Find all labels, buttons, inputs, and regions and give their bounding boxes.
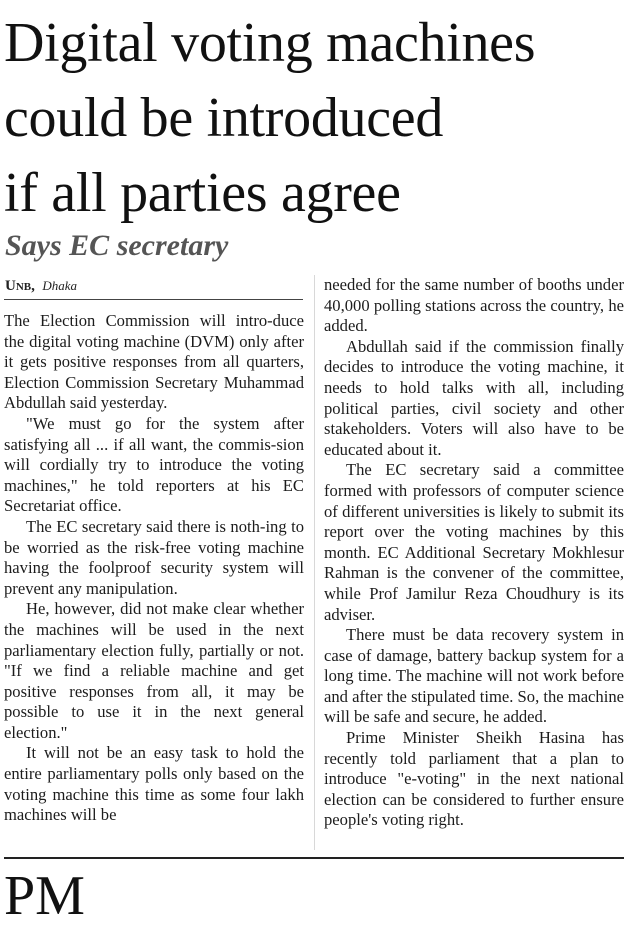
byline-agency: Unb, [5,278,35,294]
next-article-headline-fragment: PM [4,865,85,927]
paragraph: It will not be an easy task to hold the entire parliamentary polls only based on the voting machine this time as some four lakh machines will be [4,743,304,825]
article-column-left [4,311,304,826]
paragraph: needed for the same number of booths under 40,000 polling stations across the country, he added. [324,275,624,336]
headline [4,6,634,231]
paragraph: "We must go for the system after satisfying all ... if all want, the commis-sion will cordially try to introduce the voting machines," he told reporters at his EC Secretariat office. [4,413,304,516]
headline-line-3: if all parties agree [4,162,401,224]
byline-place: Dhaka [42,278,78,293]
paragraph: There must be data recovery system in case of damage, battery backup system for a long time. The machine will not work before and after the stipulated time. So, the machine will be safe and secure, he added. [324,625,624,727]
byline-divider [4,299,303,300]
paragraph: He, however, did not make clear whether the machines will be used in the next parliamentary election fully, partially or not. "If we find a reliable machine and get positive responses from all, it may be possible to use it in the next general election." [4,599,304,742]
paragraph: The Election Commission will intro-duce the digital voting machine (DVM) only after it gets positive responses from all quarters, Election Commission Secretary Muhammad Abdullah said yesterday. [4,311,304,413]
paragraph: Abdullah said if the commission finally decides to introduce the voting machine, it needs to hold talks with all, including political parties, civil society and other stakeholders. Voters will also have to be educated about it. [324,336,624,459]
headline-line-2: could be introduced [4,87,444,149]
column-divider [314,275,315,850]
paragraph: Prime Minister Sheikh Hasina has recently told parliament that a plan to introduce "e-voting" in the next national election can be considered to further ensure people's voting right. [324,728,624,830]
subheadline: Says EC secretary [5,229,229,262]
paragraph: The EC secretary said a committee formed with professors of computer science of different universities is likely to submit its report over the voting machines by this month. EC Additional Secretary Mokhlesur Rahman is the convener of the committee, while Prof Jamilur Reza Choudhury is its adviser. [324,460,624,624]
bottom-divider [4,857,624,859]
byline [5,277,77,296]
paragraph: The EC secretary said there is noth-ing to be worried as the risk-free voting machine having the foolproof security system will prevent any manipulation. [4,516,304,598]
headline-line-1: Digital voting machines [4,12,536,74]
article-column-right [324,275,624,831]
